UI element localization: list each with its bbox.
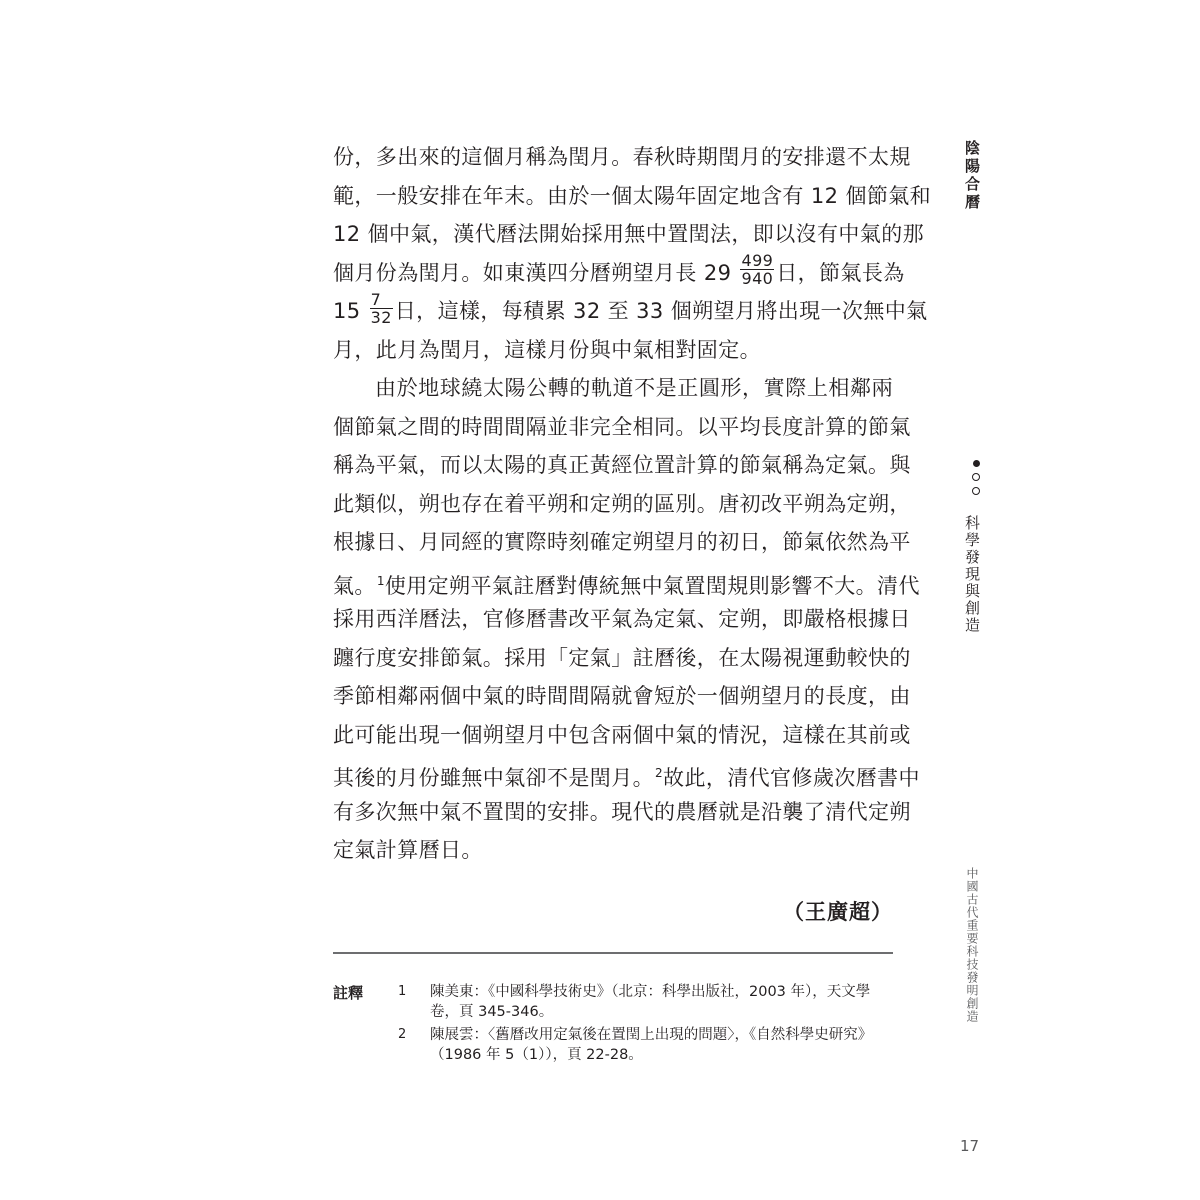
text-segment: 使用定朔平氣註曆對傳統無中氣置閏規則影響不大。清代 — [384, 573, 920, 598]
ornament-dots — [968, 460, 984, 501]
text-line: 12 個中氣，漢代曆法開始採用無中置閏法，即以沒有中氣的那 — [333, 222, 924, 246]
footnote-ref-2[interactable]: 2 — [655, 766, 664, 780]
text-segment: 15 — [333, 299, 361, 323]
footnotes-list — [398, 982, 893, 1068]
text-line: 採用西洋曆法，官修曆書改平氣為定氣、定朔，即嚴格根據日 — [333, 607, 911, 631]
fraction-denominator: 32 — [370, 307, 392, 327]
text-line: 根據日、月同經的實際時刻確定朔望月的初日，節氣依然為平 — [333, 530, 911, 554]
fraction-numerator: 7 — [370, 291, 393, 309]
text-line: 定氣計算曆日。 — [333, 838, 483, 862]
text-segment: 個月份為閏月。如東漢四分曆朔望月長 29 — [333, 260, 732, 285]
filled-dot-icon — [973, 460, 980, 467]
fraction-7-32 — [370, 291, 393, 326]
footnote-item-2 — [398, 1025, 893, 1065]
part-title-vertical: 科學發現與創造 — [963, 515, 981, 634]
text-line: 由於地球繞太陽公轉的軌道不是正圓形，實際上相鄰兩 — [375, 376, 893, 400]
text-line: 此可能出現一個朔望月中包含兩個中氣的情況，這樣在其前或 — [333, 722, 911, 747]
text-segment: 日，節氣長為 — [776, 260, 905, 285]
text-line: 此類似，朔也存在着平朔和定朔的區別。唐初改平朔為定朔， — [333, 491, 911, 516]
text-line: 躔行度安排節氣。採用「定氣」註曆後，在太陽視運動較快的 — [333, 645, 911, 670]
main-text — [333, 138, 932, 870]
text-line-with-footnote — [333, 562, 920, 601]
section-title-vertical: 陰陽合曆 — [963, 140, 981, 212]
footnote-number: 2 — [398, 1027, 407, 1042]
text-segment: 故此，清代官修歲次曆書中 — [663, 766, 920, 790]
text-line: 有多次無中氣不置閏的安排。現代的農曆就是沿襲了清代定朔 — [333, 799, 911, 824]
book-title-vertical: 中國古代重要科技發明創造 — [965, 867, 979, 1023]
footnote-divider — [333, 952, 893, 954]
footnote-item-1 — [398, 982, 893, 1022]
text-segment: 日，這樣，每積累 32 至 33 個朔望月將出現一次無中氣 — [394, 299, 928, 323]
text-line: 個節氣之間的時間間隔並非完全相同。以平均長度計算的節氣 — [333, 414, 911, 439]
footnote-text: 陳展雲：〈舊曆改用定氣後在置閏上出現的問題〉，《自然科學史研究》（1986 年 5（1）），頁 22-28。 — [430, 1027, 873, 1063]
notes-label: 註釋 — [333, 984, 364, 1002]
text-segment: 氣。 — [333, 573, 376, 598]
author-credit: （王廣超） — [783, 900, 893, 924]
text-line-with-footnote — [333, 754, 920, 793]
page-number: 17 — [960, 1137, 980, 1155]
ring-dot-icon — [972, 473, 980, 481]
fraction-denominator: 940 — [741, 269, 774, 288]
fraction-499-940 — [740, 252, 774, 287]
text-line-with-fraction — [333, 251, 905, 293]
footnote-ref-1[interactable]: 1 — [376, 573, 385, 588]
text-line: 範，一般安排在年末。由於一個太陽年固定地含有 12 個節氣和 — [333, 183, 932, 208]
ring-dot-icon — [972, 487, 980, 495]
text-line: 份，多出來的這個月稱為閏月。春秋時期閏月的安排還不太規 — [333, 145, 911, 169]
text-line: 月，此月為閏月，這樣月份與中氣相對固定。 — [333, 337, 761, 362]
fraction-numerator: 499 — [741, 251, 774, 270]
footnote-number: 1 — [398, 984, 407, 999]
text-line-with-fraction — [333, 289, 928, 331]
text-line: 稱為平氣，而以太陽的真正黃經位置計算的節氣稱為定氣。與 — [333, 453, 911, 477]
text-segment: 其後的月份雖無中氣卻不是閏月。 — [333, 766, 654, 790]
footnote-text: 陳美東：《中國科學技術史》（北京：科學出版社，2003 年），天文學卷，頁 345-346。 — [430, 984, 871, 1020]
text-line: 季節相鄰兩個中氣的時間間隔就會短於一個朔望月的長度，由 — [333, 684, 911, 708]
